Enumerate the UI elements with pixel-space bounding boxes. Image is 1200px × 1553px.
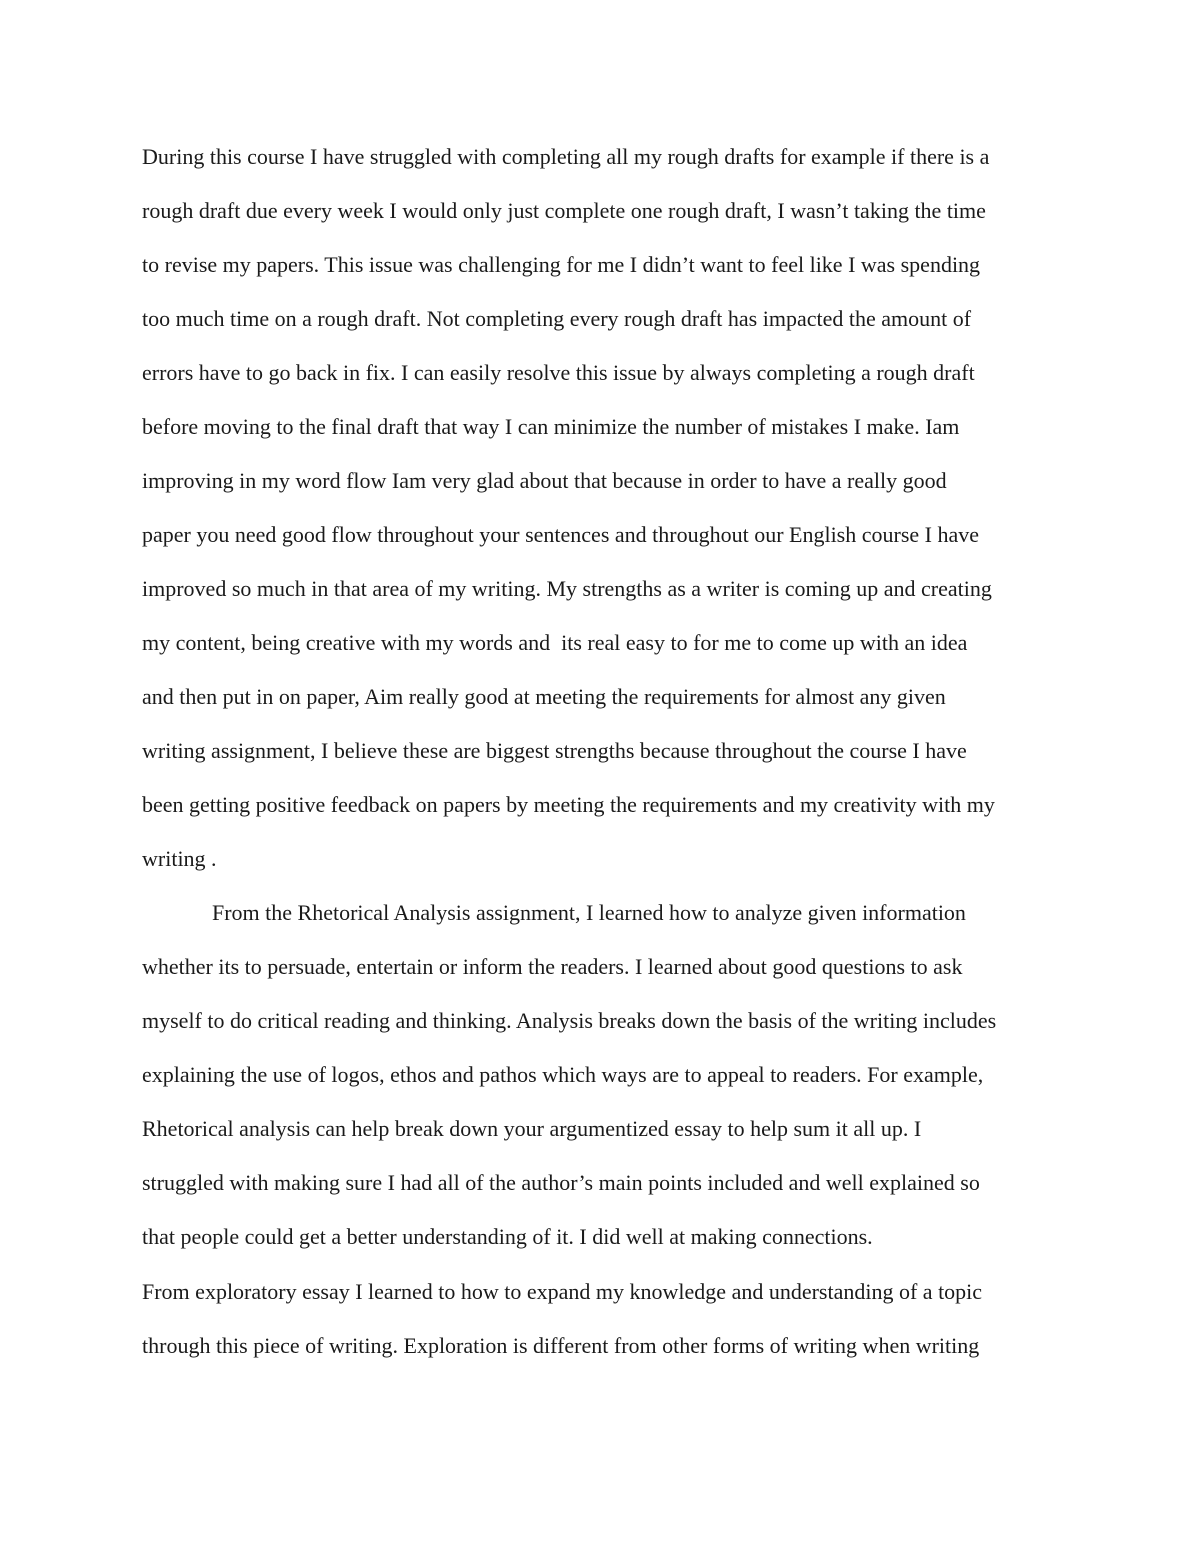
text-line: through this piece of writing. Exploration is different from other forms of writing when writing — [142, 1333, 980, 1358]
text-line: to revise my papers. This issue was challenging for me I didn’t want to feel like I was spending — [142, 252, 981, 277]
text-line: writing . — [142, 846, 217, 871]
text-line: whether its to persuade, entertain or inform the readers. I learned about good questions to ask — [142, 954, 963, 979]
text-line: struggled with making sure I had all of the author’s main points included and well explained so — [142, 1170, 980, 1195]
text-line: From the Rhetorical Analysis assignment, I learned how to analyze given information — [212, 900, 966, 925]
text-line: improving in my word flow Iam very glad about that because in order to have a really good — [142, 468, 947, 493]
text-line: and then put in on paper, Aim really good at meeting the requirements for almost any given — [142, 684, 946, 709]
text-line: that people could get a better understanding of it. I did well at making connections. — [142, 1224, 873, 1249]
text-line: During this course I have struggled with completing all my rough drafts for example if there is a — [142, 144, 990, 169]
text-line: too much time on a rough draft. Not completing every rough draft has impacted the amount of — [142, 306, 972, 331]
text-line: errors have to go back in fix. I can easily resolve this issue by always completing a rough draft — [142, 360, 975, 385]
text-line: my content, being creative with my words and its real easy to for me to come up with an idea — [142, 630, 968, 655]
text-line: rough draft due every week I would only just complete one rough draft, I wasn’t taking the time — [142, 198, 986, 223]
text-line: writing assignment, I believe these are biggest strengths because throughout the course I have — [142, 738, 967, 763]
text-line: explaining the use of logos, ethos and pathos which ways are to appeal to readers. For example, — [142, 1062, 984, 1087]
text-line: myself to do critical reading and thinking. Analysis breaks down the basis of the writing includes — [142, 1008, 997, 1033]
text-line: Rhetorical analysis can help break down your argumentized essay to help sum it all up. I — [142, 1116, 922, 1141]
text-line: From exploratory essay I learned to how to expand my knowledge and understanding of a topic — [142, 1279, 983, 1304]
text-line: improved so much in that area of my writing. My strengths as a writer is coming up and creating — [142, 576, 992, 601]
text-line: paper you need good flow throughout your sentences and throughout our English course I have — [142, 522, 980, 547]
text-line: before moving to the final draft that way I can minimize the number of mistakes I make. Iam — [142, 414, 960, 439]
text-line: been getting positive feedback on papers by meeting the requirements and my creativity with my — [142, 792, 995, 817]
